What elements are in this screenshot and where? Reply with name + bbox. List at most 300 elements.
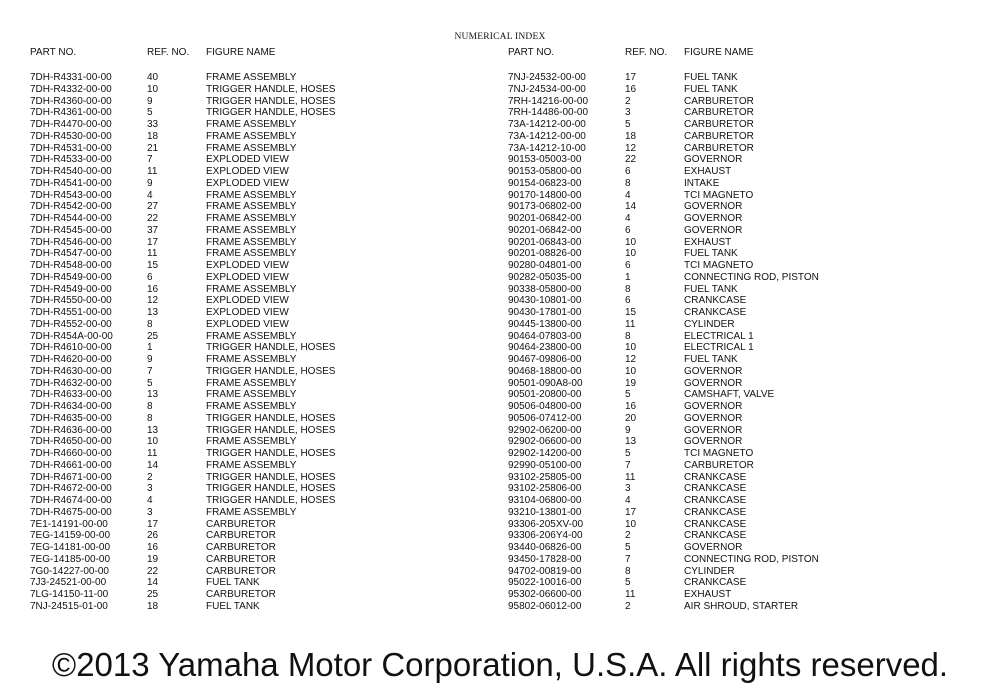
table-row [508, 107, 884, 119]
figure-name: TCI MAGNETO [684, 260, 754, 271]
table-row [30, 248, 406, 260]
ref-number: 16 [625, 401, 637, 412]
ref-number: 11 [147, 248, 158, 260]
table-row [508, 401, 884, 413]
figure-name: TRIGGER HANDLE, HOSES [206, 495, 336, 506]
figure-name: CRANKCASE [684, 471, 747, 483]
part-number: 7DH-R4551-00-00 [30, 307, 112, 318]
copyright-notice: ©2013 Yamaha Motor Corporation, U.S.A. All rights reserved. [51, 646, 949, 683]
part-number: 90468-18800-00 [508, 365, 582, 377]
figure-name: CRANKCASE [684, 295, 747, 307]
ref-number: 25 [147, 589, 159, 600]
figure-name: CRANKCASE [684, 506, 747, 518]
ref-number: 14 [147, 459, 159, 471]
figure-name: FRAME ASSEMBLY [206, 236, 297, 248]
ref-number: 17 [625, 506, 637, 518]
table-row [30, 566, 406, 578]
part-number: 7RH-14216-00-00 [508, 95, 589, 107]
table-row [508, 507, 884, 519]
figure-name: CRANKCASE [684, 483, 747, 495]
ref-number: 16 [625, 83, 637, 95]
figure-name: TRIGGER HANDLE, HOSES [206, 107, 336, 119]
part-number: 7DH-R4610-00-00 [30, 342, 112, 354]
ref-number: 6 [625, 295, 631, 307]
figure-name: FRAME ASSEMBLY [206, 248, 297, 260]
ref-number: 3 [625, 107, 631, 119]
ref-number: 6 [625, 166, 631, 177]
table-row [508, 201, 884, 213]
figure-name: FUEL TANK [684, 248, 738, 260]
page-title: NUMERICAL INDEX [454, 32, 546, 42]
figure-name: GOVERNOR [684, 213, 743, 224]
ref-number: 11 [147, 166, 158, 177]
table-row [30, 354, 406, 366]
part-number: 93306-206Y4-00 [508, 530, 583, 542]
part-number: 7EG-14181-00-00 [30, 542, 111, 553]
figure-name: TRIGGER HANDLE, HOSES [206, 83, 336, 95]
part-number: 7DH-R4541-00-00 [30, 177, 112, 189]
table-row [508, 483, 884, 495]
figure-name: EXPLODED VIEW [206, 177, 289, 189]
figure-name: CARBURETOR [206, 530, 276, 542]
figure-name: ELECTRICAL 1 [684, 330, 754, 342]
figure-name: FRAME ASSEMBLY [206, 201, 297, 213]
table-row [508, 495, 884, 507]
table-row [30, 554, 406, 566]
table-row [508, 272, 884, 284]
part-number: 7DH-R4650-00-00 [30, 436, 112, 448]
figure-name: TRIGGER HANDLE, HOSES [206, 412, 336, 424]
part-number: 7DH-R4332-00-00 [30, 83, 112, 95]
ref-number: 8 [147, 401, 153, 412]
part-number: 90153-05003-00 [508, 154, 582, 166]
table-row [30, 589, 406, 601]
part-number: 7DH-R4660-00-00 [30, 448, 112, 459]
part-number: 90170-14800-00 [508, 189, 582, 201]
part-number: 93102-25805-00 [508, 471, 582, 483]
figure-name: FRAME ASSEMBLY [206, 119, 297, 130]
part-number: 93306-205XV-00 [508, 518, 584, 530]
part-number: 7G0-14227-00-00 [30, 565, 109, 577]
part-number: 7EG-14185-00-00 [30, 553, 111, 565]
part-number: 93450-17828-00 [508, 553, 582, 565]
table-row [508, 260, 884, 272]
ref-number: 10 [625, 342, 637, 354]
figure-name: EXPLODED VIEW [206, 271, 289, 283]
figure-name: CYLINDER [684, 565, 735, 577]
table-row [30, 601, 406, 613]
figure-name: FRAME ASSEMBLY [206, 142, 297, 154]
table-row [508, 472, 884, 484]
figure-name: CRANKCASE [684, 307, 747, 318]
ref-number: 7 [147, 154, 153, 166]
part-number: 7DH-R4634-00-00 [30, 401, 112, 412]
table-row [30, 307, 406, 319]
figure-name: CRANKCASE [684, 518, 747, 530]
ref-number: 2 [147, 471, 153, 483]
part-number: 90173-06802-00 [508, 201, 582, 213]
part-number: 90445-13800-00 [508, 318, 582, 330]
table-row [508, 154, 884, 166]
part-number: 7DH-R4470-00-00 [30, 119, 112, 130]
table-row [508, 237, 884, 249]
figure-name: EXHAUST [684, 589, 732, 600]
ref-number: 12 [147, 295, 159, 307]
ref-number: 18 [147, 600, 159, 612]
table-row [30, 154, 406, 166]
ref-number: 13 [625, 436, 637, 448]
table-row [30, 201, 406, 213]
table-row [30, 425, 406, 437]
ref-number: 5 [625, 448, 631, 459]
figure-name: GOVERNOR [684, 365, 743, 377]
table-row [508, 519, 884, 531]
ref-number: 18 [625, 130, 637, 142]
part-number: 95022-10016-00 [508, 577, 582, 589]
figure-name: TRIGGER HANDLE, HOSES [206, 95, 336, 107]
table-row [30, 272, 406, 284]
figure-name: CARBURETOR [206, 565, 276, 577]
ref-no-header: REF. NO. [625, 47, 668, 58]
part-number: 90430-10801-00 [508, 295, 582, 307]
figure-name: FRAME ASSEMBLY [206, 72, 297, 83]
part-number: 90467-09806-00 [508, 354, 582, 365]
ref-number: 20 [625, 412, 637, 424]
ref-number: 10 [147, 83, 159, 95]
figure-name: EXHAUST [684, 236, 732, 248]
figure-name: FUEL TANK [206, 600, 260, 612]
ref-number: 14 [147, 577, 159, 589]
part-number: 7E1-14191-00-00 [30, 518, 108, 530]
table-row [30, 72, 406, 84]
figure-name: FRAME ASSEMBLY [206, 401, 297, 412]
ref-number: 18 [147, 130, 159, 142]
figure-name: FRAME ASSEMBLY [206, 189, 297, 201]
part-number: 7DH-R4540-00-00 [30, 166, 112, 177]
ref-number: 8 [625, 565, 631, 577]
table-row [30, 225, 406, 237]
part-number: 73A-14212-10-00 [508, 142, 586, 154]
ref-number: 3 [147, 483, 153, 495]
figure-name: GOVERNOR [684, 542, 743, 553]
table-row [30, 284, 406, 296]
table-row [508, 378, 884, 390]
figure-name: FRAME ASSEMBLY [206, 459, 297, 471]
ref-number: 10 [625, 236, 637, 248]
part-number: 7DH-R4360-00-00 [30, 95, 112, 107]
ref-number: 27 [147, 201, 159, 213]
table-row [508, 284, 884, 296]
table-row [508, 72, 884, 84]
ref-number: 17 [147, 518, 159, 530]
table-row [508, 601, 884, 613]
ref-number: 40 [147, 72, 159, 83]
ref-number: 1 [147, 342, 153, 354]
part-number: 95802-06012-00 [508, 600, 582, 612]
ref-number: 9 [147, 95, 153, 107]
figure-name: GOVERNOR [684, 424, 743, 436]
part-number: 7DH-R4635-00-00 [30, 412, 112, 424]
figure-name-header: FIGURE NAME [684, 47, 754, 58]
part-number: 7DH-R4542-00-00 [30, 201, 112, 213]
part-number: 92902-06200-00 [508, 424, 582, 436]
ref-number: 3 [147, 506, 153, 518]
ref-number: 1 [625, 271, 631, 283]
ref-number: 13 [147, 424, 159, 436]
table-row [30, 448, 406, 460]
figure-name: GOVERNOR [684, 377, 743, 389]
ref-number: 19 [625, 377, 637, 389]
figure-name: EXPLODED VIEW [206, 260, 289, 271]
figure-name: GOVERNOR [684, 201, 743, 213]
ref-number: 5 [147, 377, 153, 389]
part-number: 95302-06600-00 [508, 589, 582, 600]
figure-name: CRANKCASE [684, 530, 747, 542]
figure-name: GOVERNOR [684, 401, 743, 412]
figure-name: TRIGGER HANDLE, HOSES [206, 342, 336, 354]
part-number: 73A-14212-00-00 [508, 119, 586, 130]
part-no-header: PART NO. [30, 47, 77, 58]
part-number: 7DH-R4549-00-00 [30, 271, 112, 283]
part-number: 7NJ-24515-01-00 [30, 600, 108, 612]
ref-number: 22 [147, 565, 159, 577]
figure-name: TCI MAGNETO [684, 448, 754, 459]
ref-number: 9 [625, 424, 631, 436]
table-row [508, 448, 884, 460]
table-row [30, 483, 406, 495]
figure-name: EXPLODED VIEW [206, 166, 289, 177]
table-row [508, 589, 884, 601]
figure-name: CARBURETOR [206, 518, 276, 530]
table-row [508, 436, 884, 448]
table-row [30, 366, 406, 378]
part-number: 73A-14212-00-00 [508, 130, 586, 142]
part-number: 7LG-14150-11-00 [30, 589, 109, 600]
ref-number: 5 [147, 107, 153, 119]
part-number: 92902-06600-00 [508, 436, 582, 448]
table-row [508, 413, 884, 425]
figure-name: TCI MAGNETO [684, 189, 754, 201]
part-number: 7DH-R4547-00-00 [30, 248, 112, 260]
figure-name: FRAME ASSEMBLY [206, 377, 297, 389]
part-number: 90338-05800-00 [508, 283, 582, 295]
table-row [30, 295, 406, 307]
figure-name: CARBURETOR [206, 589, 276, 600]
part-number: 7DH-R4674-00-00 [30, 495, 112, 506]
ref-number: 5 [625, 389, 631, 401]
part-number: 7DH-R4636-00-00 [30, 424, 112, 436]
figure-name: GOVERNOR [684, 224, 743, 236]
figure-name: TRIGGER HANDLE, HOSES [206, 424, 336, 436]
ref-number: 17 [625, 72, 637, 83]
table-row [30, 190, 406, 202]
figure-name: FUEL TANK [206, 577, 260, 589]
figure-name: CRANKCASE [684, 495, 747, 506]
table-row [30, 143, 406, 155]
table-row [508, 319, 884, 331]
part-number: 7DH-R4620-00-00 [30, 354, 112, 365]
part-number: 7DH-R4546-00-00 [30, 236, 112, 248]
ref-no-header: REF. NO. [147, 47, 190, 58]
ref-number: 8 [625, 330, 631, 342]
figure-name: INTAKE [684, 177, 720, 189]
table-row [508, 225, 884, 237]
figure-name: FRAME ASSEMBLY [206, 130, 297, 142]
ref-number: 11 [625, 589, 636, 600]
part-number: 7DH-R4544-00-00 [30, 213, 112, 224]
figure-name: CAMSHAFT, VALVE [684, 389, 775, 401]
part-number: 7DH-R4545-00-00 [30, 224, 112, 236]
ref-number: 11 [625, 471, 636, 483]
figure-name: CARBURETOR [206, 553, 276, 565]
figure-name: FUEL TANK [684, 72, 738, 83]
figure-name: CARBURETOR [684, 107, 754, 119]
figure-name: FRAME ASSEMBLY [206, 389, 297, 401]
ref-number: 12 [625, 354, 637, 365]
table-row [508, 213, 884, 225]
part-number: 90430-17801-00 [508, 307, 582, 318]
part-number: 90464-23800-00 [508, 342, 582, 354]
table-row [508, 295, 884, 307]
ref-number: 8 [147, 412, 153, 424]
figure-name: FRAME ASSEMBLY [206, 354, 297, 365]
table-row [30, 413, 406, 425]
part-number: 7NJ-24532-00-00 [508, 72, 586, 83]
figure-name: CONNECTING ROD, PISTON [684, 271, 819, 283]
table-row [30, 401, 406, 413]
ref-number: 11 [147, 448, 158, 459]
table-row [508, 566, 884, 578]
table-row [30, 460, 406, 472]
ref-number: 5 [625, 542, 631, 553]
ref-number: 25 [147, 330, 159, 342]
part-number: 7DH-R4552-00-00 [30, 318, 112, 330]
table-row [508, 542, 884, 554]
table-row [508, 143, 884, 155]
part-number: 90201-06843-00 [508, 236, 582, 248]
part-number: 7DH-R4530-00-00 [30, 130, 112, 142]
table-row [30, 84, 406, 96]
table-row [30, 519, 406, 531]
ref-number: 2 [625, 530, 631, 542]
ref-number: 17 [147, 236, 159, 248]
part-number: 7DH-R4531-00-00 [30, 142, 112, 154]
ref-number: 26 [147, 530, 159, 542]
figure-name: FRAME ASSEMBLY [206, 224, 297, 236]
part-number: 7DH-R4533-00-00 [30, 154, 112, 166]
figure-name: CARBURETOR [684, 459, 754, 471]
part-number: 7DH-R4630-00-00 [30, 365, 112, 377]
table-row [508, 331, 884, 343]
part-number: 7DH-R4633-00-00 [30, 389, 112, 401]
figure-name: FRAME ASSEMBLY [206, 283, 297, 295]
ref-number: 4 [147, 189, 153, 201]
figure-name: ELECTRICAL 1 [684, 342, 754, 354]
table-row [508, 96, 884, 108]
figure-name: GOVERNOR [684, 154, 743, 166]
figure-name: CARBURETOR [684, 142, 754, 154]
ref-number: 9 [147, 177, 153, 189]
part-number: 7EG-14159-00-00 [30, 530, 111, 542]
part-number: 90153-05800-00 [508, 166, 582, 177]
part-number: 90506-04800-00 [508, 401, 582, 412]
table-row [30, 119, 406, 131]
ref-number: 2 [625, 95, 631, 107]
figure-name: FUEL TANK [684, 283, 738, 295]
ref-number: 37 [147, 224, 159, 236]
ref-number: 10 [625, 365, 637, 377]
ref-number: 10 [625, 518, 637, 530]
ref-number: 4 [625, 495, 631, 506]
part-number: 7DH-R4549-00-00 [30, 283, 112, 295]
figure-name: CARBURETOR [684, 95, 754, 107]
ref-number: 14 [625, 201, 637, 213]
ref-number: 12 [625, 142, 637, 154]
ref-number: 7 [147, 365, 153, 377]
table-row [508, 248, 884, 260]
table-row [30, 107, 406, 119]
ref-number: 4 [625, 189, 631, 201]
figure-name: EXHAUST [684, 166, 732, 177]
figure-name: TRIGGER HANDLE, HOSES [206, 365, 336, 377]
figure-name: CYLINDER [684, 318, 735, 330]
column-headers [508, 47, 884, 59]
ref-number: 8 [625, 177, 631, 189]
figure-name: FUEL TANK [684, 354, 738, 365]
index-rows-right [508, 72, 884, 613]
table-row [30, 378, 406, 390]
part-number: 93440-06826-00 [508, 542, 582, 553]
part-number: 90201-06842-00 [508, 213, 582, 224]
table-row [508, 460, 884, 472]
table-row [30, 213, 406, 225]
table-row [508, 178, 884, 190]
ref-number: 2 [625, 600, 631, 612]
figure-name: CARBURETOR [206, 542, 276, 553]
ref-number: 4 [625, 213, 631, 224]
ref-number: 3 [625, 483, 631, 495]
table-row [30, 319, 406, 331]
table-row [508, 84, 884, 96]
ref-number: 22 [147, 213, 159, 224]
table-row [508, 389, 884, 401]
part-number: 7DH-R4331-00-00 [30, 72, 112, 83]
table-row [30, 96, 406, 108]
table-row [508, 307, 884, 319]
table-row [30, 178, 406, 190]
part-number: 7DH-R4675-00-00 [30, 506, 112, 518]
figure-name: CARBURETOR [684, 130, 754, 142]
part-number: 7DH-R4361-00-00 [30, 107, 112, 119]
figure-name: CONNECTING ROD, PISTON [684, 553, 819, 565]
ref-number: 21 [147, 142, 159, 154]
ref-number: 10 [625, 248, 637, 260]
ref-number: 15 [625, 307, 637, 318]
part-number: 90201-08826-00 [508, 248, 582, 260]
ref-number: 7 [625, 553, 631, 565]
ref-number: 10 [147, 436, 159, 448]
part-number: 7DH-R4548-00-00 [30, 260, 112, 271]
part-number: 93104-06800-00 [508, 495, 582, 506]
table-row [30, 530, 406, 542]
ref-number: 8 [625, 283, 631, 295]
part-number: 7DH-R4672-00-00 [30, 483, 112, 495]
part-number: 90501-20800-00 [508, 389, 582, 401]
part-number: 90154-06823-00 [508, 177, 582, 189]
figure-name: GOVERNOR [684, 412, 743, 424]
part-number: 94702-00819-00 [508, 565, 582, 577]
figure-name: FRAME ASSEMBLY [206, 330, 297, 342]
